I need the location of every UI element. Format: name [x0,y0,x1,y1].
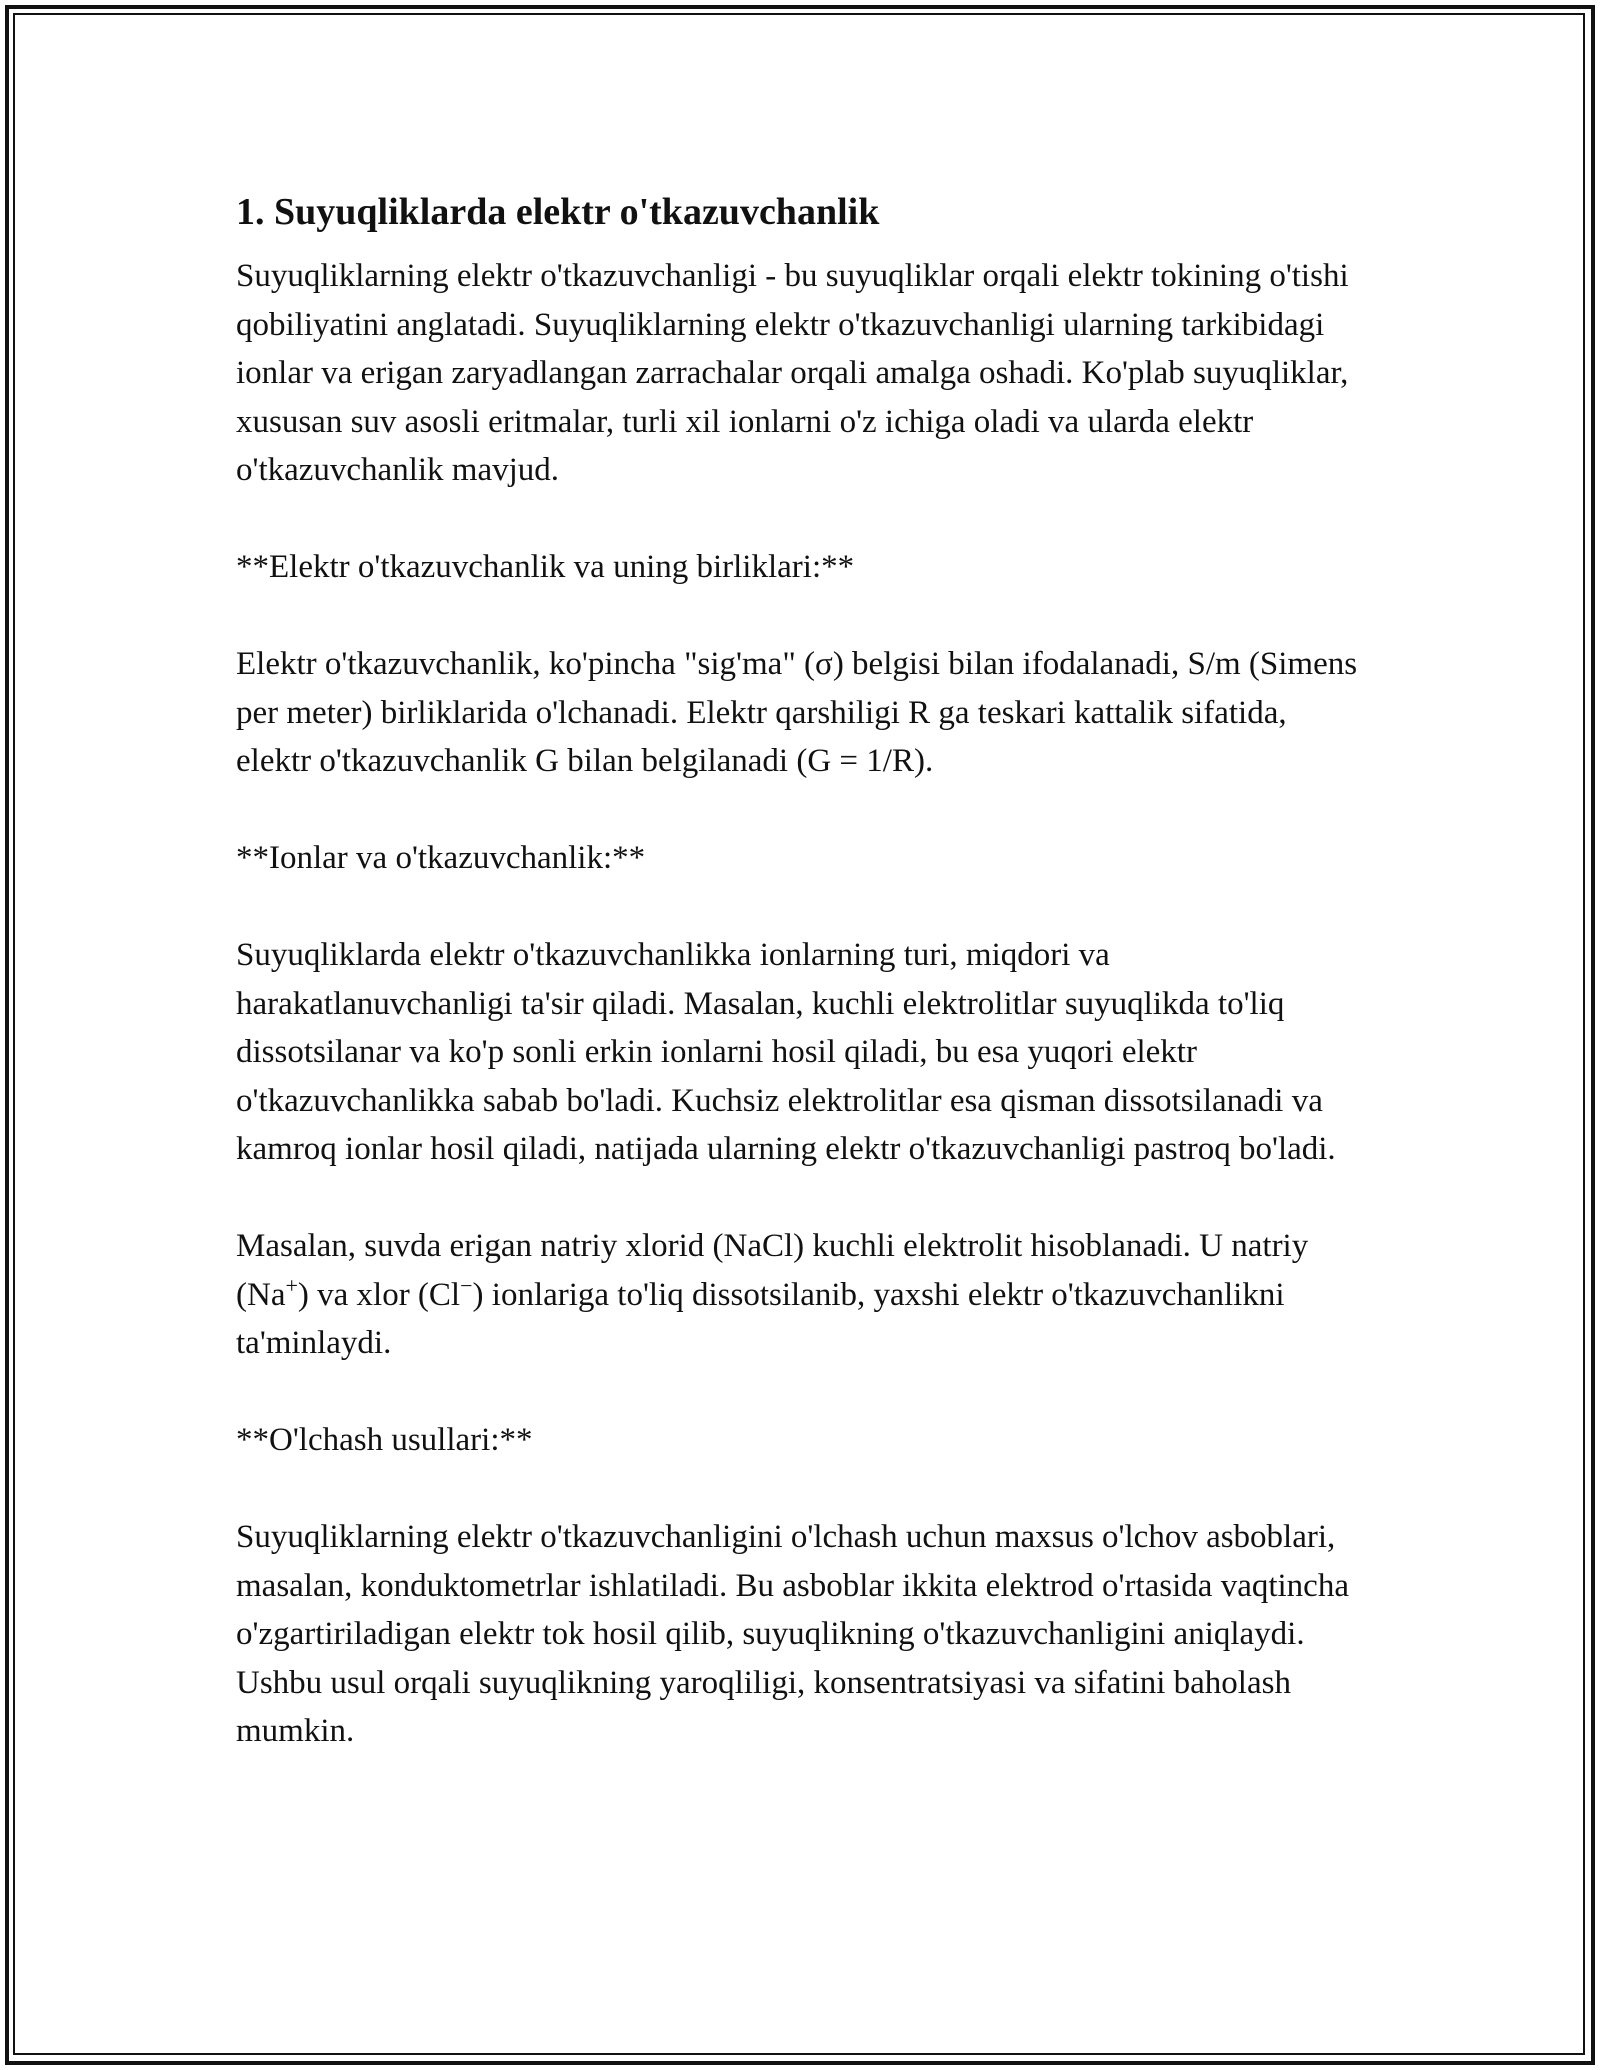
section-heading: 1. Suyuqliklarda elektr o'tkazuvchanlik [236,191,880,233]
example-text-part-3: ) ionlariga to'liq dissotsilanib, yaxshi elektr o'tkazuvchanlikni ta'minlaydi. [236,1276,1285,1361]
measurement-paragraph: Suyuqliklarning elektr o'tkazuvchanligini o'lchash uchun maxsus o'lchov asboblari, masalan, konduktometrlar ishlatiladi. Bu asboblar ikkita elektrod o'rtasida vaqtincha o'zgartiriladigan elektr tok hosil qilib, suyuqlikning o'tkazuvchanligini aniqlaydi. Ushbu usul orqali suyuqlikning yaroqliligi, konsentratsiyasi va sifatini baholash mumkin. [236,1519,1349,1749]
subheading-units: **Elektr o'tkazuvchanlik va uning birliklari:** [236,549,855,585]
paragraph-spacer [236,592,1360,641]
paragraph-spacer [236,1465,1360,1514]
paragraph-spacer [236,1174,1360,1223]
subheading-measurement: **O'lchash usullari:** [236,1422,533,1458]
chloride-charge-superscript: − [460,1272,473,1298]
paragraph-spacer [236,883,1360,932]
ions-paragraph: Suyuqliklarda elektr o'tkazuvchanlikka ionlarning turi, miqdori va harakatlanuvchanligi ta'sir qiladi. Masalan, kuchli elektrolitlar suyuqlikda to'liq dissotsilanar va ko'p sonli erkin ionlarni hosil qiladi, bu esa yuqori elektr o'tkazuvchanlikka sabab bo'ladi. Kuchsiz elektrolitlar esa qisman dissotsilanadi va kamroq ionlar hosil qiladi, natijada ularning elektr o'tkazuvchanligi pastroq bo'ladi. [236,937,1336,1167]
paragraph-spacer [236,1368,1360,1417]
units-paragraph: Elektr o'tkazuvchanlik, ko'pincha "sig'ma" (σ) belgisi bilan ifodalanadi, S/m (Simens per meter) birliklarida o'lchanadi. Elektr qarshiligi R ga teskari kattalik sifatida, elektr o'tkazuvchanlik G bilan belgilanadi (G = 1/R). [236,646,1358,779]
intro-paragraph: Suyuqliklarning elektr o'tkazuvchanligi - bu suyuqliklar orqali elektr tokining o'tishi qobiliyatini anglatadi. Suyuqliklarning elektr o'tkazuvchanligi ularning tarkibidagi ionlar va erigan zaryadlangan zarrachalar orqali amalga oshadi. Ko'plab suyuqliklar, xususan suv asosli eritmalar, turli xil ionlarni o'z ichiga oladi va ularda elektr o'tkazuvchanlik mavjud. [236,258,1349,488]
document-body [236,186,1360,1756]
example-text-part-2: ) va xlor (Cl [297,1276,461,1313]
example-text-part-1: Masalan, suvda erigan natriy xlorid (NaCl) kuchli elektrolit hisoblanadi. U natriy (Na [236,1228,1309,1313]
example-paragraph [236,1222,1360,1368]
subheading-ions: **Ionlar va o'tkazuvchanlik:** [236,840,646,876]
paragraph-spacer [236,495,1360,544]
paragraph-spacer [236,786,1360,835]
sodium-charge-superscript: + [285,1272,298,1298]
